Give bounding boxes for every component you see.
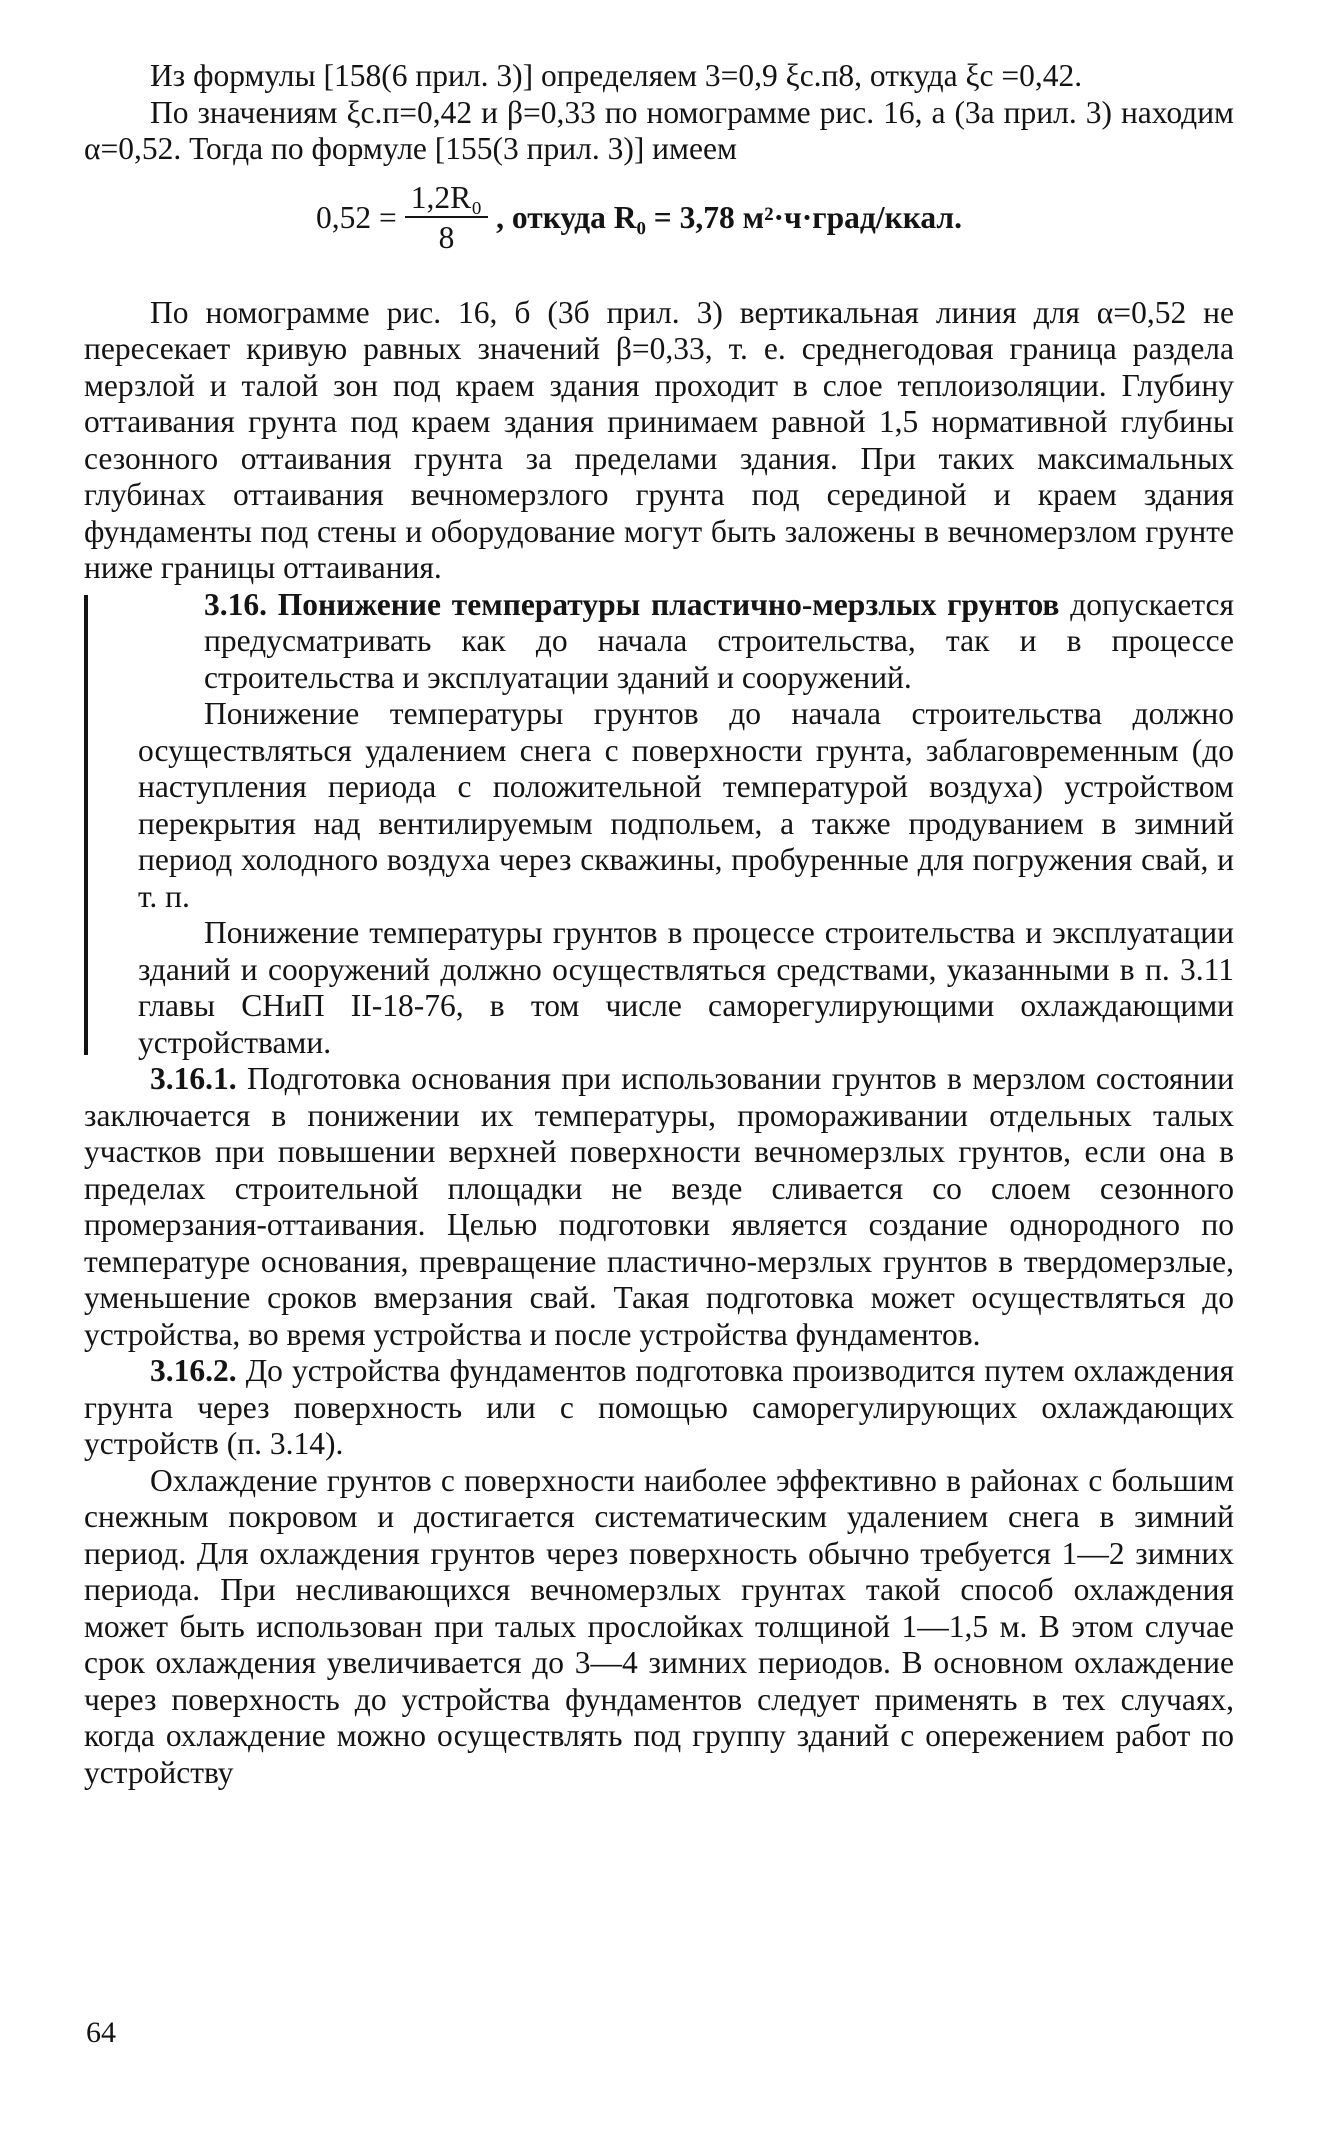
section-3-16-1 [84, 1061, 1234, 1353]
formula-rhs: , откуда R₀ = 3,78 м²·ч·град/ккал. [496, 199, 962, 235]
document-page [84, 58, 1234, 1791]
nomogram-paragraph: По номограмме рис. 16, б (3б прил. 3) вертикальная линия для α=0,52 не пересекает кривую равных значений β=0,33, т. е. среднегодовая граница раздела мерзлой и талой зон под краем здания проходит в слое теплоизоляции. Глубину оттаивания грунта под краем здания принимаем равной 1,5 нормативной глубины сезонного оттаивания грунта за пределами здания. При таких максимальных глубинах оттаивания вечномерзлого грунта под серединой и краем здания фундаменты под стены и оборудование могут быть заложены в вечномерзлом грунте ниже границы оттаивания. [84, 294, 1234, 585]
section-3-16 [84, 587, 1234, 1062]
section-3-16-2 [84, 1353, 1234, 1463]
section-3-16-lead [78, 587, 1234, 697]
section-3-16-heading: 3.16. Понижение температуры пластично-мерзлых грунтов [204, 586, 1060, 622]
section-3-16-paragraph-2: Понижение температуры грунтов в процессе строительства и эксплуатации зданий и сооружений должно осуществляться средствами, указанными в п. 3.11 главы СНиП II-18-76, в том числе саморегулирующими охлаждающими устройствами. [138, 915, 1234, 1060]
page-number: 64 [86, 2016, 116, 2049]
section-3-16-2-number: 3.16.2. [150, 1353, 237, 1388]
formula-lhs: 0,52 = [316, 199, 397, 235]
cooling-paragraph: Охлаждение грунтов с поверхности наиболее эффективно в районах с большим снежным покровом и достигается систематическим удалением снега в зимний период. Для охлаждения грунтов через поверхность обычно требуется 1—2 зимних периода. При несливающихся вечномерзлых грунтах такой способ охлаждения может быть использован при талых прослойках толщиной 1—1,5 м. В этом случае срок охлаждения увеличивается до 3—4 зимних периодов. В основном охлаждение через поверхность до устройства фундаментов следует применять в тех случаях, когда охлаждение можно осуществлять под группу зданий с опережением работ по устройству [84, 1462, 1234, 1790]
formula-denominator: 8 [438, 220, 455, 255]
change-bar [84, 595, 88, 1056]
section-3-16-1-number: 3.16.1. [150, 1061, 237, 1096]
intro-paragraph-1: Из формулы [158(6 прил. 3)] определяем 3=0,9 ξс.п8, откуда ξс =0,42. [150, 58, 1083, 93]
section-3-16-2-text: До устройства фундаментов подготовка производится путем охлаждения грунта через поверхность или с помощью саморегулирующих охлаждающих устройств (п. 3.14). [84, 1353, 1234, 1461]
section-3-16-paragraph-1: Понижение температуры грунтов до начала строительства должно осуществляться удалением снега с поверхности грунта, заблаговременным (до наступления периода с положительной температурой воздуха) устройством перекрытия над вентилируемым подпольем, а также продуванием в зимний период холодного воздуха через скважины, пробуренные для погружения свай, и т. п. [138, 696, 1234, 914]
section-3-16-1-text: Подготовка основания при использовании грунтов в мерзлом состоянии заключается в понижении их температуры, промораживании отдельных талых участков при повышении верхней поверхности вечномерзлых грунтов, если она в пределах строительной площадки не везде сливается со слоем сезонного промерзания-оттаивания. Целью подготовки является создание однородного по температуре основания, превращение пластично-мерзлых грунтов в твердомерзлые, уменьшение сроков вмерзания свай. Такая подготовка может осуществляться до устройства, во время устройства и после устройства фундаментов. [84, 1061, 1234, 1352]
formula-r0 [44, 180, 1234, 257]
formula-numerator: 1,2R₀ [405, 180, 488, 219]
intro-paragraph-2: По значениям ξс.п=0,42 и β=0,33 по номограмме рис. 16, а (3а прил. 3) находим α=0,52. Тогда по формуле [155(3 прил. 3)] имеем [84, 94, 1234, 166]
formula-fraction [405, 180, 488, 257]
section-3-16-heading-rest: допускается предусматривать как до начала строительства, так и в процессе строительства и эксплуатации зданий и сооружений. [204, 586, 1235, 695]
